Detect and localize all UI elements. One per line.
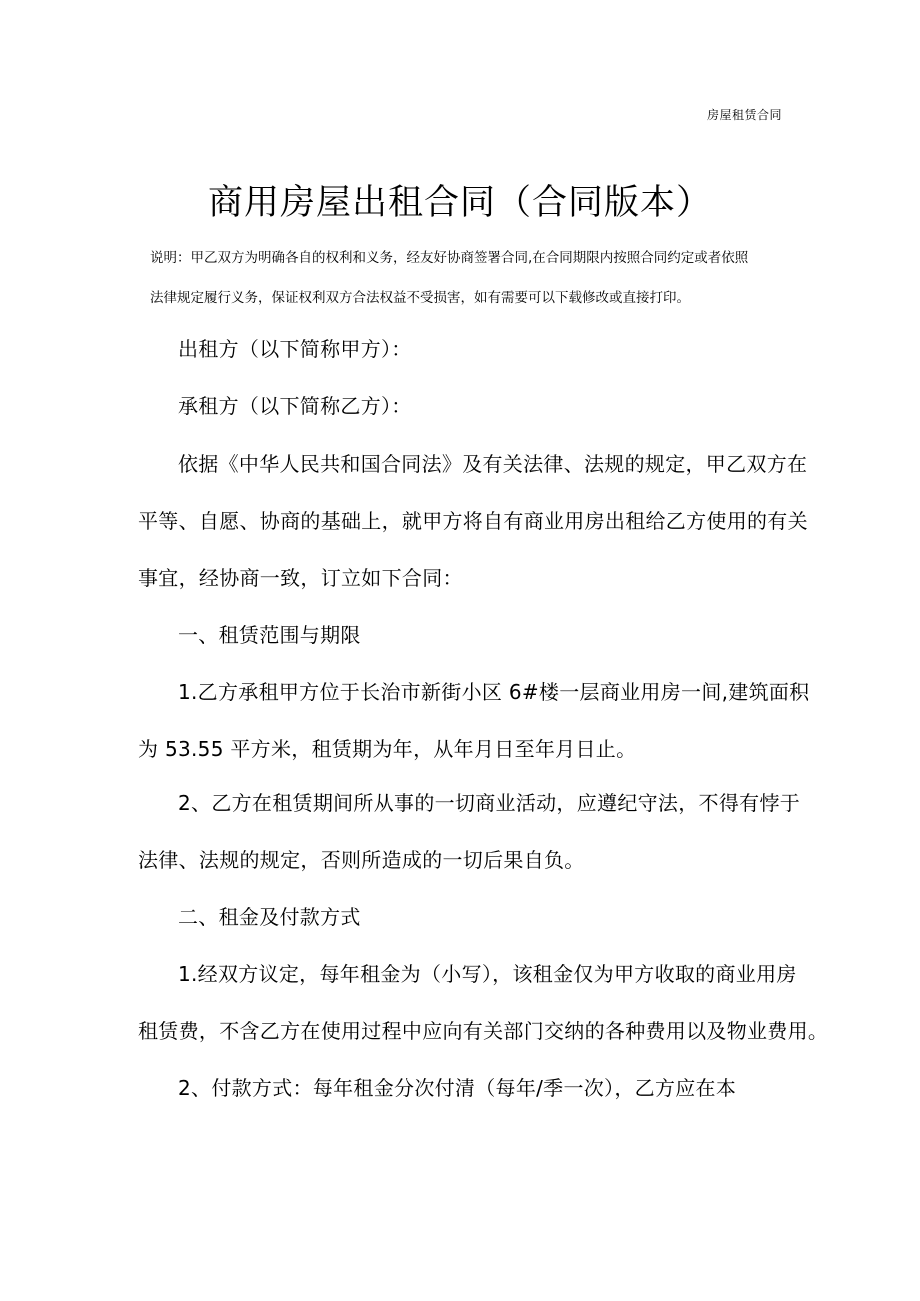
clause-2-1-line-1: 1.经双方议定，每年租金为（小写），该租金仅为甲方收取的商业用房: [178, 962, 797, 986]
preamble-line-3: 事宜，经协商一致，订立如下合同：: [138, 566, 463, 590]
clause-1-2-line-2: 法律、法规的规定，否则所造成的一切后果自负。: [138, 848, 585, 872]
document-title: 商用房屋出租合同（合同版本）: [207, 183, 712, 223]
preamble-line-1: 依据《中华人民共和国合同法》及有关法律、法规的规定，甲乙双方在: [178, 452, 808, 476]
lessor-line: 出租方（以下简称甲方）：: [178, 337, 412, 361]
section-heading-1: 一、租赁范围与期限: [178, 623, 361, 647]
clause-1-1-line-1: 1.乙方承租甲方位于长治市新街小区 6#楼一层商业用房一间,建筑面积: [178, 680, 810, 704]
preamble-line-2: 平等、自愿、协商的基础上，就甲方将自有商业用房出租给乙方使用的有关: [138, 509, 808, 533]
running-header: 房屋租赁合同: [706, 108, 782, 122]
note-line-2: 法律规定履行义务，保证权利双方合法权益不受损害，如有需要可以下载修改或直接打印。: [150, 290, 690, 306]
clause-1-1-line-2: 为 53.55 平方米，租赁期为年，从年月日至年月日止。: [138, 737, 637, 761]
clause-2-2-line-1: 2、付款方式：每年租金分次付清（每年/季一次），乙方应在本: [178, 1076, 737, 1100]
clause-1-2-line-1: 2、乙方在租赁期间所从事的一切商业活动，应遵纪守法，不得有悖于: [178, 791, 801, 815]
clause-2-1-line-2: 租赁费，不含乙方在使用过程中应向有关部门交纳的各种费用以及物业费用。: [138, 1019, 829, 1043]
note-line-1: 说明：甲乙双方为明确各自的权利和义务，经友好协商签署合同,在合同期限内按照合同约定或者依照: [150, 250, 749, 266]
lessee-line: 承租方（以下简称乙方）：: [178, 394, 412, 418]
section-heading-2: 二、租金及付款方式: [178, 905, 361, 929]
